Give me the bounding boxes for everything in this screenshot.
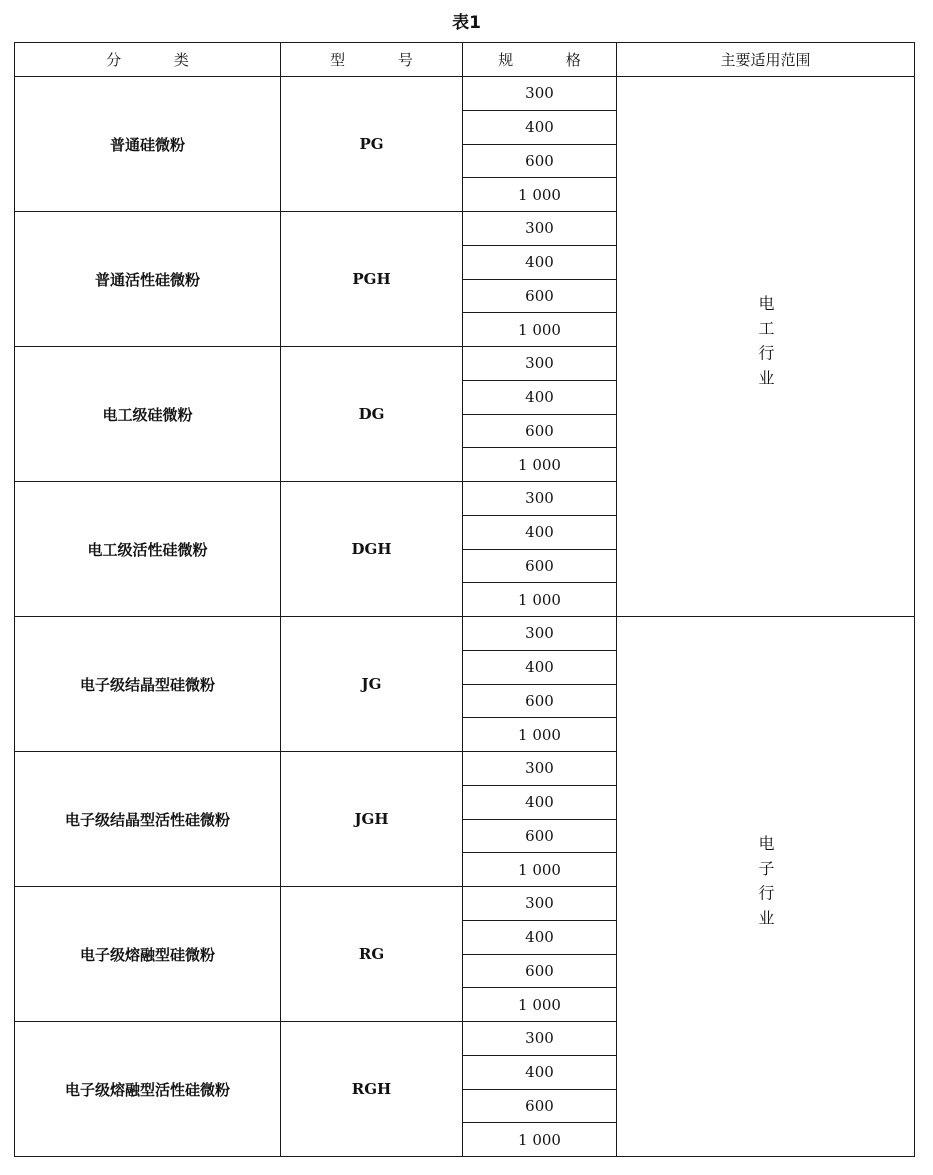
size-cell: 600 xyxy=(463,279,617,313)
scope-label: 电子行业 xyxy=(756,834,775,935)
size-cell: 1 000 xyxy=(463,583,617,617)
size-cell: 600 xyxy=(463,549,617,583)
model-cell: PGH xyxy=(281,212,463,347)
size-cell: 300 xyxy=(463,212,617,246)
table-row xyxy=(15,77,915,111)
model-cell: RG xyxy=(281,887,463,1022)
category-cell: 电子级熔融型活性硅微粉 xyxy=(15,1022,281,1157)
model-cell: JG xyxy=(281,617,463,752)
model-cell: RGH xyxy=(281,1022,463,1157)
model-cell: JGH xyxy=(281,752,463,887)
size-cell: 300 xyxy=(463,1022,617,1056)
size-cell: 400 xyxy=(463,245,617,279)
size-cell: 600 xyxy=(463,144,617,178)
model-cell: DG xyxy=(281,347,463,482)
table-body xyxy=(15,77,915,1157)
category-cell: 电子级结晶型硅微粉 xyxy=(15,617,281,752)
category-cell: 电子级熔融型硅微粉 xyxy=(15,887,281,1022)
size-cell: 1 000 xyxy=(463,988,617,1022)
size-cell: 1 000 xyxy=(463,313,617,347)
model-cell: PG xyxy=(281,77,463,212)
header-spec: 规 格 xyxy=(463,43,617,77)
header-model: 型 号 xyxy=(281,43,463,77)
size-cell: 300 xyxy=(463,347,617,381)
scope-label: 电工行业 xyxy=(756,294,775,395)
size-cell: 600 xyxy=(463,819,617,853)
size-cell: 1 000 xyxy=(463,178,617,212)
size-cell: 600 xyxy=(463,1089,617,1123)
category-cell: 普通活性硅微粉 xyxy=(15,212,281,347)
size-cell: 1 000 xyxy=(463,718,617,752)
size-cell: 300 xyxy=(463,77,617,111)
header-row xyxy=(15,43,915,77)
size-cell: 400 xyxy=(463,1055,617,1089)
size-cell: 1 000 xyxy=(463,853,617,887)
size-cell: 1 000 xyxy=(463,448,617,482)
size-cell: 300 xyxy=(463,617,617,651)
size-cell: 400 xyxy=(463,110,617,144)
size-cell: 400 xyxy=(463,380,617,414)
spec-table xyxy=(14,42,915,1157)
scope-cell xyxy=(617,77,915,617)
category-cell: 电子级结晶型活性硅微粉 xyxy=(15,752,281,887)
size-cell: 1 000 xyxy=(463,1123,617,1157)
size-cell: 300 xyxy=(463,752,617,786)
size-cell: 400 xyxy=(463,785,617,819)
category-cell: 电工级活性硅微粉 xyxy=(15,482,281,617)
table-row xyxy=(15,617,915,651)
header-scope: 主要适用范围 xyxy=(617,43,915,77)
table-caption: 表1 xyxy=(452,13,481,33)
size-cell: 600 xyxy=(463,684,617,718)
size-cell: 300 xyxy=(463,482,617,516)
category-cell: 电工级硅微粉 xyxy=(15,347,281,482)
size-cell: 400 xyxy=(463,650,617,684)
header-category: 分 类 xyxy=(15,43,281,77)
size-cell: 300 xyxy=(463,887,617,921)
scope-cell xyxy=(617,617,915,1157)
size-cell: 400 xyxy=(463,515,617,549)
size-cell: 400 xyxy=(463,920,617,954)
size-cell: 600 xyxy=(463,414,617,448)
model-cell: DGH xyxy=(281,482,463,617)
category-cell: 普通硅微粉 xyxy=(15,77,281,212)
size-cell: 600 xyxy=(463,954,617,988)
